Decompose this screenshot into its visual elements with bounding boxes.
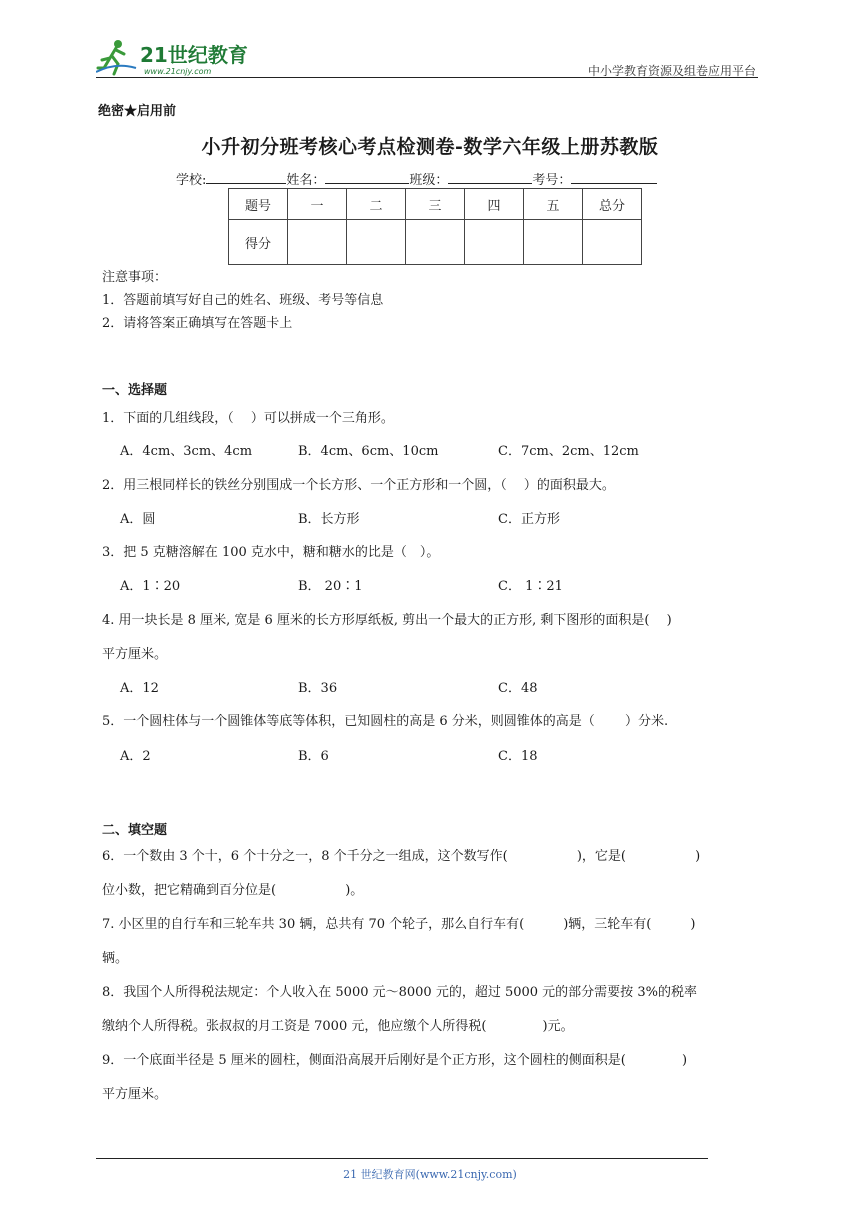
score-cell: 二: [347, 189, 406, 220]
secret-label: 绝密★启用前: [98, 104, 177, 119]
score-table: [228, 188, 642, 265]
option-c[interactable]: C．18: [498, 749, 538, 764]
score-entry-cell[interactable]: [583, 220, 642, 265]
notes-item: 2．请将答案正确填写在答题卡上: [102, 316, 293, 331]
option-b[interactable]: B．6: [298, 749, 329, 764]
score-entry-cell[interactable]: [465, 220, 524, 265]
score-cell: 五: [524, 189, 583, 220]
option-a[interactable]: A．1∶20: [120, 579, 181, 594]
option-a[interactable]: A．圆: [120, 512, 156, 527]
notes: [102, 266, 383, 335]
option-b[interactable]: B．4cm、6cm、10cm: [298, 444, 439, 459]
header-platform-text: 中小学教育资源及组卷应用平台: [587, 64, 756, 78]
score-row-label: 得分: [229, 220, 288, 265]
question-4-continued: 平方厘米。: [102, 647, 168, 662]
runner-icon: [96, 40, 136, 74]
student-info-line: [176, 169, 657, 188]
option-c[interactable]: C．正方形: [498, 512, 560, 527]
option-b[interactable]: B．36: [298, 681, 338, 696]
score-table-score-row: [229, 220, 642, 265]
question-5: 5．一个圆柱体与一个圆锥体等底等体积，已知圆柱的高是 6 分米，则圆锥体的高是（ ）分米.: [102, 714, 669, 729]
question-6-continued: 位小数，把它精确到百分位是( )。: [102, 883, 364, 898]
score-entry-cell[interactable]: [406, 220, 465, 265]
logo-text: 21世纪教育: [140, 43, 248, 67]
question-9-continued: 平方厘米。: [102, 1087, 168, 1102]
question-7: 7. 小区里的自行车和三轮车共 30 辆，总共有 70 个轮子，那么自行车有( )辆，三轮车有( ): [102, 917, 696, 932]
option-a[interactable]: A．4cm、3cm、4cm: [120, 444, 253, 459]
option-c[interactable]: C． 1∶21: [498, 579, 563, 594]
score-entry-cell[interactable]: [524, 220, 583, 265]
score-cell: 题号: [229, 189, 288, 220]
name-label: 姓名：: [286, 173, 326, 188]
school-label: 学校:: [176, 173, 207, 188]
option-c[interactable]: C．48: [498, 681, 538, 696]
site-logo: [96, 38, 256, 78]
question-1: 1．下面的几组线段，（ ）可以拼成一个三角形。: [102, 411, 394, 426]
footer-link[interactable]: 21 世纪教育网(www.21cnjy.com): [343, 1168, 517, 1181]
score-table-header-row: [229, 189, 642, 220]
logo-url: www.21cnjy.com: [144, 67, 212, 76]
option-a[interactable]: A．2: [120, 749, 151, 764]
option-b[interactable]: B．长方形: [298, 512, 360, 527]
section-heading-choice: 一、选择题: [102, 383, 168, 398]
section-heading-fill: 二、填空题: [102, 823, 168, 838]
question-7-continued: 辆。: [102, 951, 129, 966]
question-2: 2．用三根同样长的铁丝分别围成一个长方形、一个正方形和一个圆，（ ）的面积最大。: [102, 478, 615, 493]
question-8-continued: 缴纳个人所得税。张叔叔的月工资是 7000 元，他应缴个人所得税( )元。: [102, 1019, 574, 1034]
notes-heading: 注意事项：: [102, 270, 168, 285]
option-c[interactable]: C．7cm、2cm、12cm: [498, 444, 639, 459]
exam-no-label: 考号：: [532, 173, 572, 188]
score-cell: 三: [406, 189, 465, 220]
question-3: 3．把 5 克糖溶解在 100 克水中，糖和糖水的比是（ ）。: [102, 545, 440, 560]
score-cell: 总分: [583, 189, 642, 220]
school-blank[interactable]: [206, 171, 286, 184]
notes-item: 1．答题前填写好自己的姓名、班级、考号等信息: [102, 293, 384, 308]
name-blank[interactable]: [325, 171, 409, 184]
score-entry-cell[interactable]: [288, 220, 347, 265]
class-blank[interactable]: [448, 171, 532, 184]
question-6: 6．一个数由 3 个十，6 个十分之一，8 个千分之一组成，这个数写作( )，它是( ): [102, 849, 701, 864]
score-entry-cell[interactable]: [347, 220, 406, 265]
exam-title: 小升初分班考核心考点检测卷-数学六年级上册苏教版: [201, 136, 659, 158]
question-8: 8．我国个人所得税法规定：个人收入在 5000 元～8000 元的，超过 5000 元的部分需要按 3%的税率: [102, 985, 697, 1000]
footer-divider: [96, 1158, 708, 1159]
score-cell: 一: [288, 189, 347, 220]
class-label: 班级：: [409, 173, 449, 188]
score-cell: 四: [465, 189, 524, 220]
option-b[interactable]: B． 20∶1: [298, 579, 363, 594]
question-4: 4. 用一块长是 8 厘米, 宽是 6 厘米的长方形厚纸板, 剪出一个最大的正方形, 剩下图形的面积是( ): [102, 613, 672, 628]
exam-no-blank[interactable]: [571, 171, 657, 184]
option-a[interactable]: A．12: [120, 681, 159, 696]
question-9: 9．一个底面半径是 5 厘米的圆柱，侧面沿高展开后刚好是个正方形，这个圆柱的侧面积是( ): [102, 1053, 688, 1068]
header-divider: [96, 77, 758, 78]
